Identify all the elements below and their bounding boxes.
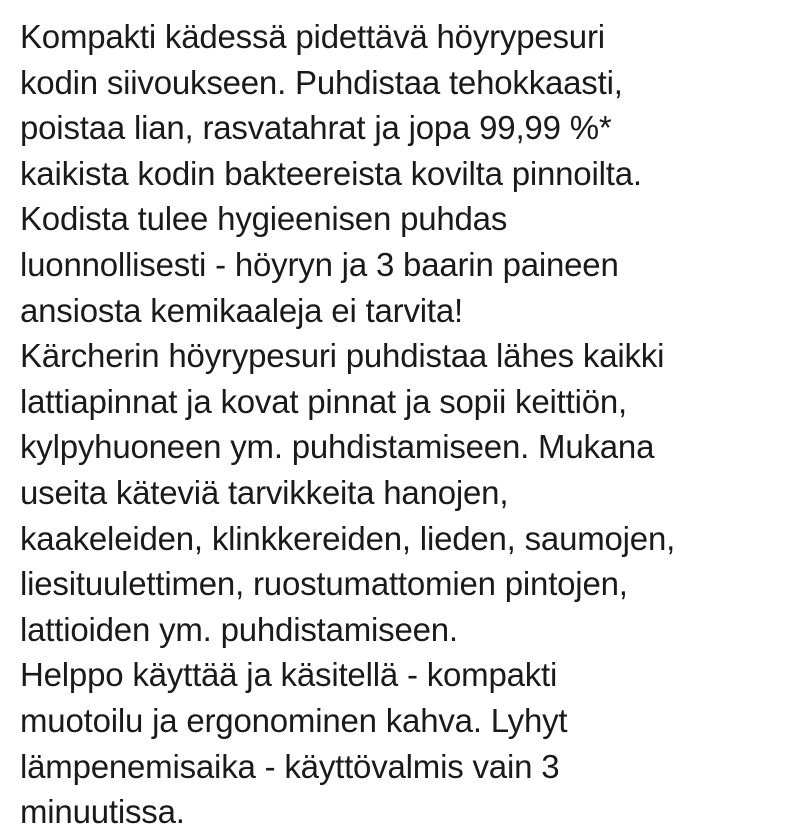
description-line: lattioiden ym. puhdistamiseen.	[20, 610, 458, 648]
product-description	[20, 14, 790, 835]
description-line: minuutissa.	[20, 793, 185, 831]
description-line: kaikista kodin bakteereista kovilta pinnoilta.	[20, 154, 642, 192]
description-line: poistaa lian, rasvatahrat ja jopa 99,99 %*	[20, 109, 612, 147]
description-line: lämpenemisaika - käyttövalmis vain 3	[20, 747, 560, 785]
description-line: lattiapinnat ja kovat pinnat ja sopii keittiön,	[20, 382, 627, 420]
description-line: kaakeleiden, klinkkereiden, lieden, saumojen,	[20, 519, 676, 557]
description-line: liesituulettimen, ruostumattomien pintojen,	[20, 565, 628, 603]
description-line: muotoilu ja ergonominen kahva. Lyhyt	[20, 701, 568, 739]
description-line: kylpyhuoneen ym. puhdistamiseen. Mukana	[20, 428, 655, 466]
description-line: Kompakti kädessä pidettävä höyrypesuri	[20, 18, 605, 55]
description-line: Kodista tulee hygieenisen puhdas	[20, 200, 508, 238]
description-line: ansiosta kemikaaleja ei tarvita!	[20, 291, 463, 329]
description-line: useita käteviä tarvikkeita hanojen,	[20, 473, 509, 511]
description-line: luonnollisesti - höyryn ja 3 baarin paineen	[20, 245, 619, 283]
description-line: kodin siivoukseen. Puhdistaa tehokkaasti,	[20, 63, 623, 101]
description-line: Helppo käyttää ja käsitellä - kompakti	[20, 656, 558, 694]
description-line: Kärcherin höyrypesuri puhdistaa lähes kaikki	[20, 337, 665, 375]
